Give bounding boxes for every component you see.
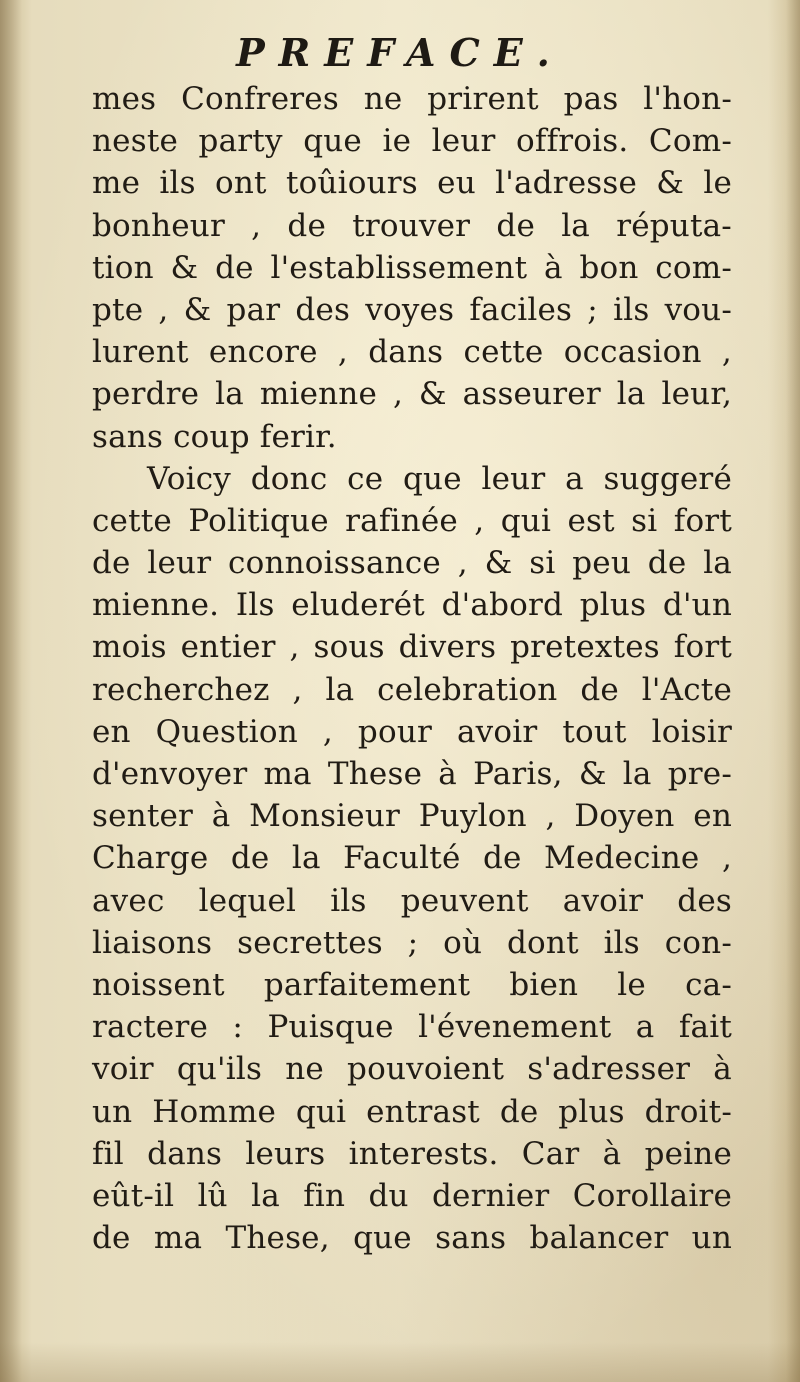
text-line: mes Confreres ne prirent pas l'hon- [92, 81, 732, 117]
text-line: perdre la mienne , & asseurer la leur, [92, 376, 732, 413]
text-line: sans coup ferir. [92, 418, 337, 455]
gutter-shadow [0, 0, 22, 1382]
text-line: senter à Monsieur Puylon , Doyen en [92, 798, 732, 835]
text-line: tion & de l'establissement à bon com- [92, 249, 732, 286]
text-line: Charge de la Faculté de Medecine , [92, 840, 732, 877]
text-line: lurent encore , dans cette occasion , [92, 334, 732, 371]
body-text [92, 78, 732, 1259]
text-line: mienne. Ils eluderét d'abord plus d'un [92, 587, 732, 624]
text-line: de ma These, que sans balancer un [92, 1220, 732, 1257]
text-line: eût-il lû la fin du dernier Corollaire [92, 1177, 732, 1214]
page-bottom-shadow [0, 1342, 800, 1382]
text-line: pte , & par des voyes faciles ; ils vou- [92, 291, 732, 328]
text-line: fil dans leurs interests. Car à peine [92, 1135, 732, 1172]
text-line: mois entier , sous divers pretextes fort [92, 629, 732, 666]
page-edge-shadow [786, 0, 800, 1382]
text-line: de leur connoissance , & si peu de la [92, 545, 732, 582]
text-line: recherchez , la celebration de l'Acte [92, 671, 732, 708]
text-line: un Homme qui entrast de plus droit- [92, 1093, 732, 1130]
paragraph-start-line: Voicy donc ce que leur a suggeré [147, 460, 732, 497]
text-line: cette Politique rafinée , qui est si fort [92, 502, 732, 539]
text-line: bonheur , de trouver de la réputa- [92, 207, 732, 244]
text-line: ractere : Puisque l'évenement a fait [92, 1009, 732, 1046]
text-line: liaisons secrettes ; où dont ils con- [92, 924, 732, 961]
text-line: noissent parfaitement bien le ca- [92, 966, 732, 1003]
text-line: en Question , pour avoir tout loisir [92, 713, 732, 750]
running-head: PREFACE. [236, 30, 564, 75]
text-line: d'envoyer ma These à Paris, & la pre- [92, 756, 732, 792]
text-line: me ils ont toûiours eu l'adresse & le [92, 165, 732, 202]
text-line: voir qu'ils ne pouvoient s'adresser à [92, 1051, 732, 1088]
show-through-bleed [130, 1268, 730, 1282]
text-line: neste party que ie leur offrois. Com- [92, 123, 732, 160]
text-line: avec lequel ils peuvent avoir des [92, 882, 732, 919]
